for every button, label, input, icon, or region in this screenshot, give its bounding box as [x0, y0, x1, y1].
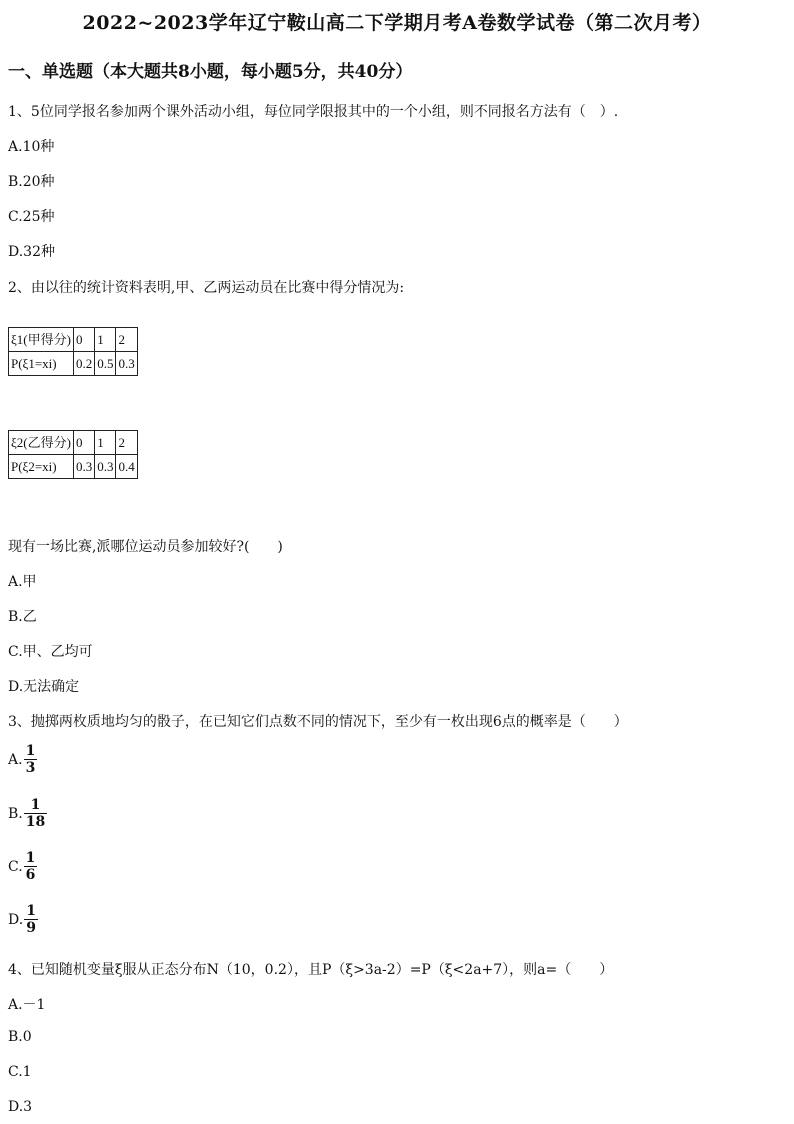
fraction [24, 743, 38, 776]
q2-option-c[interactable]: C.甲、乙均可 [8, 644, 93, 660]
table-row-label: P(ξ2=xi) [9, 455, 74, 479]
numerator: 1 [25, 743, 36, 759]
q1-option-d[interactable]: D.32种 [8, 244, 55, 260]
fraction [24, 903, 38, 936]
q4-option-d[interactable]: D.3 [8, 1099, 33, 1115]
q1-option-a[interactable]: A.10种 [8, 139, 55, 155]
table-cell: 0.3 [116, 352, 137, 376]
denominator: 18 [25, 814, 46, 830]
q4-option-a[interactable]: A.－1 [8, 997, 46, 1013]
section-heading: 一、单选题（本大题共8小题，每小题5分，共40分） [8, 62, 413, 82]
table-cell: 0.4 [116, 455, 137, 479]
option-letter: B. [8, 805, 23, 822]
option-letter: D. [8, 911, 24, 928]
option-letter: C. [8, 858, 23, 875]
question-2-prompt: 现有一场比赛,派哪位运动员参加较好?( ) [8, 539, 283, 555]
table-cell: 0 [73, 431, 94, 455]
exam-title: 2022~2023学年辽宁鞍山高二下学期月考A卷数学试卷（第二次月考） [82, 12, 712, 34]
question-1-stem: 1、5位同学报名参加两个课外活动小组，每位同学限报其中的一个小组，则不同报名方法有（ ）. [8, 104, 619, 120]
fraction [24, 850, 38, 883]
numerator: 1 [25, 850, 36, 866]
denominator: 9 [26, 920, 36, 936]
question-4-stem: 4、已知随机变量ξ服从正态分布N（10，0.2），且P（ξ>3a-2）=P（ξ<2a+7），则a=（ ） [8, 962, 614, 978]
table-cell: 1 [95, 431, 116, 455]
denominator: 6 [25, 867, 36, 883]
fraction [24, 797, 47, 830]
table-cell: 0.2 [73, 352, 94, 376]
q2-option-d[interactable]: D.无法确定 [8, 679, 80, 695]
q3-option-b[interactable] [8, 797, 47, 830]
table-cell: 0.3 [95, 455, 116, 479]
q4-option-c[interactable]: C.1 [8, 1064, 32, 1080]
denominator: 3 [25, 760, 36, 776]
q3-option-c[interactable] [8, 850, 37, 883]
q2-option-a[interactable]: A.甲 [8, 574, 37, 590]
table-cell: 0.3 [73, 455, 94, 479]
table-header-cell: ξ2(乙得分) [9, 431, 74, 455]
numerator: 1 [26, 903, 36, 919]
numerator: 1 [30, 797, 41, 813]
table-cell: 0.5 [95, 352, 116, 376]
question-2-stem: 2、由以往的统计资料表明,甲、乙两运动员在比赛中得分情况为: [8, 280, 405, 296]
q1-option-c[interactable]: C.25种 [8, 209, 55, 225]
q1-option-b[interactable]: B.20种 [8, 174, 55, 190]
table-cell: 2 [116, 328, 137, 352]
distribution-table-yi [8, 430, 138, 479]
option-letter: A. [8, 751, 23, 768]
table-cell: 0 [73, 328, 94, 352]
table-cell: 2 [116, 431, 137, 455]
table-row-label: P(ξ1=xi) [9, 352, 74, 376]
distribution-table-jia [8, 327, 138, 376]
table-cell: 1 [95, 328, 116, 352]
q2-option-b[interactable]: B.乙 [8, 609, 37, 625]
q3-option-a[interactable] [8, 743, 37, 776]
question-3-stem: 3、抛掷两枚质地均匀的骰子，在已知它们点数不同的情况下，至少有一枚出现6点的概率是（ ） [8, 714, 628, 730]
table-header-cell: ξ1(甲得分) [9, 328, 74, 352]
q4-option-b[interactable]: B.0 [8, 1029, 32, 1045]
q3-option-d[interactable] [8, 903, 38, 936]
